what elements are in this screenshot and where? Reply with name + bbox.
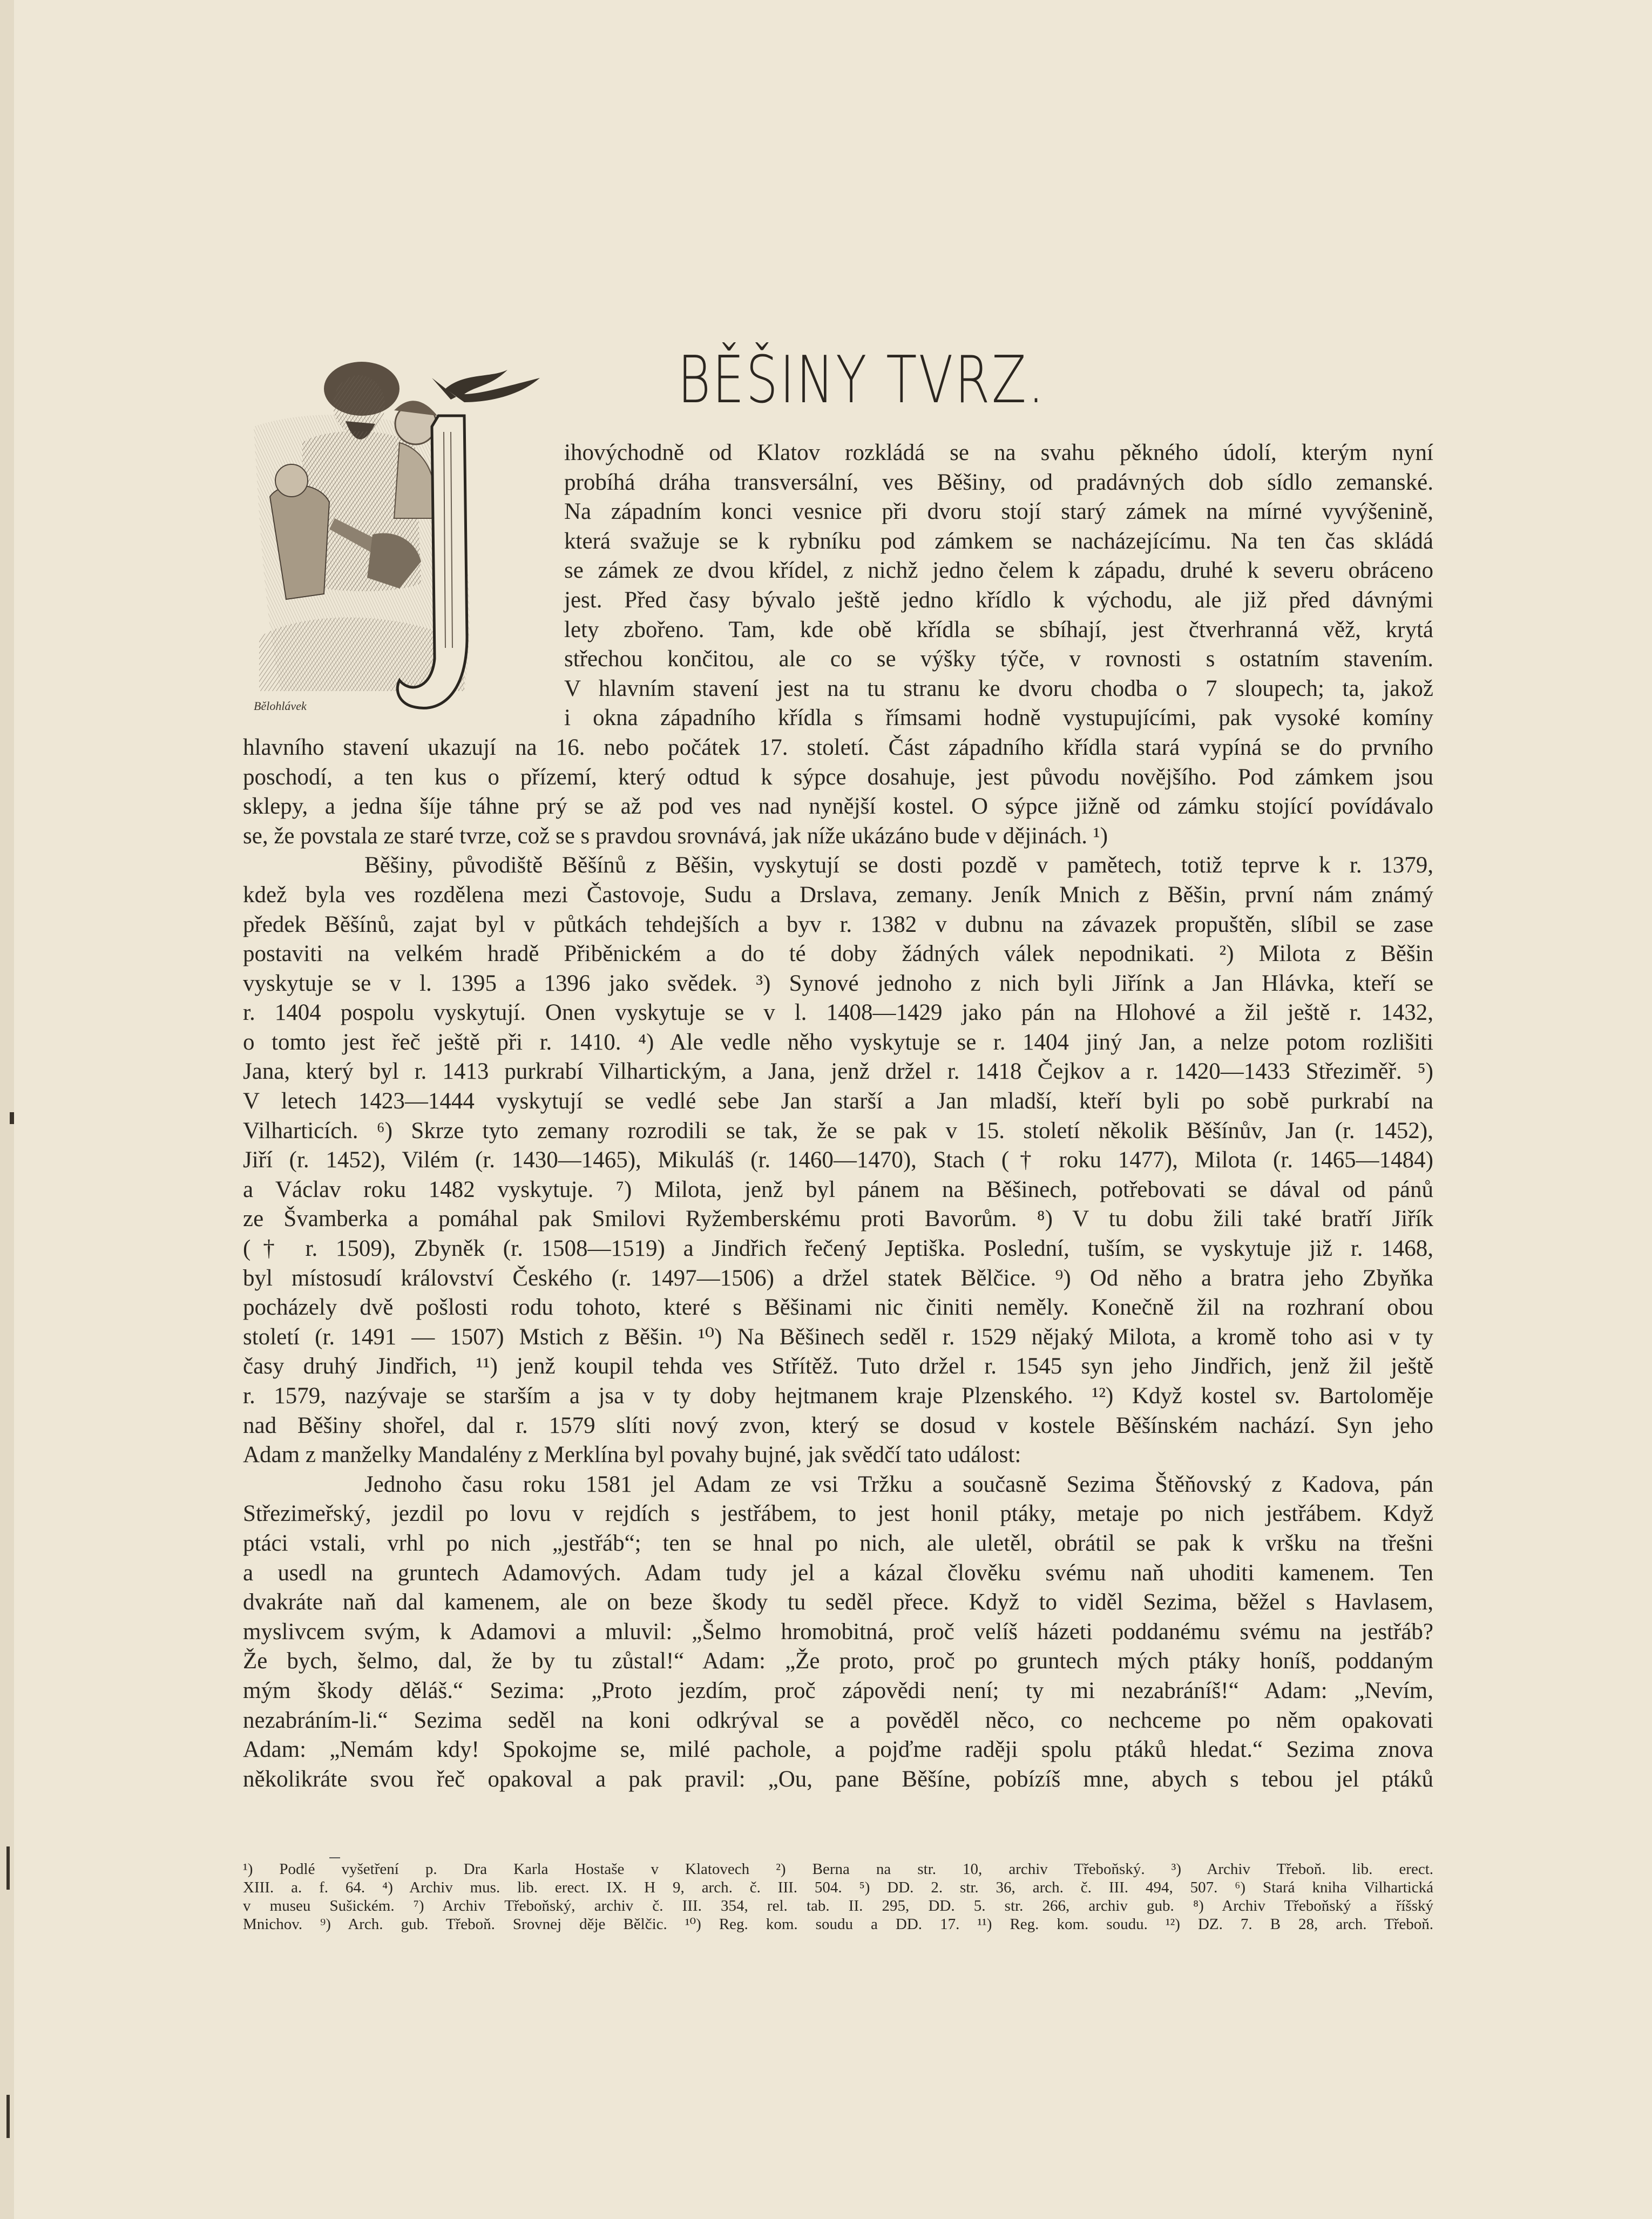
margin-mark	[10, 1112, 14, 1124]
footnotes	[243, 1860, 1433, 1933]
text-line: poschodí, a ten kus o přízemí, který odtud k sýpce dosahuje, jest původu novějšího. Pod zámkem jsou	[243, 764, 1433, 790]
footnote-line: ¹) Podlé vyšetření p. Dra Karla Hostaše v Klatovech ²) Berna na str. 10, archiv Třeboňský. ³) Archiv Třeboň. lib. erect.	[243, 1861, 1433, 1878]
text-line: hlavního stavení ukazují na 16. nebo počátek 17. století. Část západního křídla stará vypíná se do prvního	[243, 734, 1433, 760]
text-line: časy druhý Jindřich, ¹¹) jenž koupil tehda ves Střítěž. Tuto držel r. 1545 syn jeho Jindřich, jenž žil ještě	[243, 1354, 1433, 1379]
text-line: kdež byla ves rozdělena mezi Častovoje, Sudu a Drslava, zemany. Jeník Mnich z Běšin, první nám známý	[243, 882, 1433, 908]
footnote-line: XIII. a. f. 64. ⁴) Archiv mus. lib. erect. IX. H 9, arch. č. III. 504. ⁵) DD. 2. str. 36, arch. č. III. 494, 507. ⁶) Stará kniha Vilhartická	[243, 1879, 1433, 1896]
text-line: Jana, který byl r. 1413 purkrabí Vilhartickým, a Jana, jenž držel r. 1418 Čejkov a r. 1420—1433 Střeziměř. ⁵)	[243, 1059, 1433, 1085]
text-line: Jednoho času roku 1581 jel Adam ze vsi Tržku a současně Sezima Štěňovský z Kadova, pán	[364, 1471, 1433, 1497]
footnote-line: Mnichov. ⁹) Arch. gub. Třeboň. Srovnej děje Bělčic. ¹⁰) Reg. kom. soudu a DD. 17. ¹¹) Reg. kom. soudu. ¹²) DZ. 7. B 28, arch. Třeboň.	[243, 1916, 1433, 1933]
text-line: sklepy, a jedna šíje táhne prý se až pod ves nad nynější kostel. O sýpce jižně od zámku stojící povídávalo	[243, 794, 1433, 820]
footnote-divider	[329, 1857, 340, 1858]
illustrator-signature: Bělohlávek	[254, 699, 307, 713]
text-line: vyskytuje se v l. 1395 a 1396 jako svědek. ³) Synové jednoho z nich byli Jiřínk a Jan Hlávka, kteří se	[243, 970, 1433, 996]
text-line: Že bych, šelmo, dal, že by tu zůstal!“ Adam: „Že proto, proč po gruntech mých ptáky honíš, poddaným	[243, 1648, 1433, 1674]
text-line: a usedl na gruntech Adamových. Adam tudy jel a kázal člověku svému naň uhoditi kamenem. Ten	[243, 1560, 1433, 1586]
text-line: se zámek ze dvou křídel, z nichž jedno čelem k západu, druhé k severu obráceno	[564, 558, 1433, 584]
text-line: jest. Před časy bývalo ještě jedno křídlo k východu, ale již před dávnými	[564, 587, 1433, 613]
text-line: V hlavním stavení jest na tu stranu ke dvoru chodba o 7 sloupech; ta, jakož	[564, 675, 1433, 701]
text-line: myslivcem svým, k Adamovi a mluvil: „Šelmo hromobitná, proč velíš házeti poddanému svému na jestřáb?	[243, 1619, 1433, 1645]
text-line: se, že povstala ze staré tvrze, což se s pravdou srovnává, jak níže ukázáno bude v dějinách. ¹)	[243, 823, 1108, 849]
text-line: ze Švamberka a pomáhal pak Smilovi Ryžemberskému proti Bavorům. ⁸) V tu dobu žili také bratří Jiřík	[243, 1206, 1433, 1232]
text-line: Vilharticích. ⁶) Skrze tyto zemany rozrodili se tak, že se pak v 15. století několik Běšínův, Jan (r. 1452),	[243, 1118, 1433, 1144]
text-line: mým škody děláš.“ Sezima: „Proto jezdím, proč zápovědi není; ty mi nezabráníš!“ Adam: „Nevím,	[243, 1677, 1433, 1703]
page-title: BĚŠINY TVRZ.	[678, 343, 1046, 418]
margin-mark	[6, 1846, 10, 1890]
text-line: r. 1579, nazývaje se starším a jsa v ty doby hejtmanem kraje Plzenského. ¹²) Když kostel sv. Bartoloměje	[243, 1383, 1433, 1409]
text-line: nad Běšiny shořel, dal r. 1579 slíti nový zvon, který se dosud v kostele Běšínském nachází. Syn jeho	[243, 1412, 1433, 1438]
text-line: lety zbořeno. Tam, kde obě křídla se sbíhají, jest čtverhranná věž, krytá	[564, 617, 1433, 642]
margin-mark	[6, 2095, 10, 2138]
text-line: Adam: „Nemám kdy! Spokojme se, milé pachole, a pojďme raději spolu ptáků hledat.“ Sezima znova	[243, 1737, 1433, 1763]
text-line: r. 1404 pospolu vyskytují. Onen vyskytuje se v l. 1408—1429 jako pán na Hlohové a žil ještě r. 1432,	[243, 1000, 1433, 1026]
text-line: Běšiny, původiště Běšínů z Běšin, vyskytují se dosti pozdě v pamětech, totiž teprve k r. 1379,	[364, 853, 1433, 878]
text-line: střechou končitou, ale co se výšky týče, v rovnosti s ostatním stavením.	[564, 646, 1433, 672]
text-line: († r. 1509), Zbyněk (r. 1508—1519) a Jindřich řečený Jeptiška. Poslední, tuším, se vyskytuje již r. 1468,	[243, 1236, 1433, 1262]
text-line: několikráte svou řeč opakoval a pak pravil: „Ou, pane Běšíne, pobízíš mne, abych s tebou jel ptáků	[243, 1766, 1433, 1792]
text-line: století (r. 1491 — 1507) Mstich z Běšin. ¹⁰) Na Běšinech seděl r. 1529 nějaký Milota, a kromě toho asi v ty	[243, 1324, 1433, 1350]
text-line: byl místosudí království Českého (r. 1497—1506) a držel statek Bělčice. ⁹) Od něho a bratra jeho Zbyňka	[243, 1265, 1433, 1291]
text-line: ptáci vstali, vrhl po nich „jestřáb“; ten se hnal po nich, ale uletěl, obrátil se pak k vršku na třešni	[243, 1530, 1433, 1556]
body-text	[243, 438, 1433, 1794]
text-line: ihovýchodně od Klatov rozkládá se na svahu pěkného údolí, kterým nyní	[564, 440, 1433, 465]
text-line: o tomto jest řeč ještě při r. 1410. ⁴) Ale vedle něho vyskytuje se r. 1404 jiný Jan, a nelze potom rozlišiti	[243, 1029, 1433, 1055]
text-line: Jiří (r. 1452), Vilém (r. 1430—1465), Mikuláš (r. 1460—1470), Stach († roku 1477), Milota (r. 1465—1484)	[243, 1147, 1433, 1173]
text-line: probíhá dráha transversální, ves Běšiny, od pradávných dob sídlo zemanské.	[564, 469, 1433, 495]
text-line: nezabráním-li.“ Sezima seděl na koni odkrýval se a pověděl něco, co nechceme po něm opakovati	[243, 1707, 1433, 1733]
text-line: dvakráte naň dal kamenem, ale on beze škody tu seděl přece. Když to viděl Sezima, běžel s Havlasem,	[243, 1589, 1433, 1615]
text-line: a Václav roku 1482 vyskytuje. ⁷) Milota, jenž byl pánem na Běšinech, potřebovati se dával od pánů	[243, 1176, 1433, 1202]
footnote-line: v museu Sušickém. ⁷) Archiv Třeboňský, archiv č. III. 354, rel. tab. II. 295, DD. 5. str. 266, archiv gub. ⁸) Archiv Třeboňský a říšský	[243, 1897, 1433, 1914]
text-line: předek Běšínů, zajat byl v půtkách tehdejších a byv r. 1382 v dubnu na závazek propuštěn, slíbil se zase	[243, 911, 1433, 937]
text-line: pocházely dvě pošlosti rodu tohoto, které s Běšinami nic činiti neměly. Konečně žil na rozhraní obou	[243, 1295, 1433, 1321]
text-line: postaviti na velkém hradě Přiběnickém a do té doby žádných válek nepodnikati. ²) Milota z Běšin	[243, 941, 1433, 967]
text-line: Střezimeřský, jezdil po lovu v rejdích s jestřábem, to jest honil ptáky, metaje po nich jestřábem. Když	[243, 1501, 1433, 1527]
text-line: i okna západního křídla s římsami hodně vystupujícími, pak vysoké komíny	[564, 705, 1433, 731]
text-line: která svažuje se k rybníku pod zámkem se nacházejícímu. Na ten čas skládá	[564, 528, 1433, 554]
text-line: Adam z manželky Mandalény z Merklína byl povahy bujné, jak svědčí tato událost:	[243, 1442, 1021, 1468]
text-line: Na západním konci vesnice při dvoru stojí starý zámek na mírné vyvýšenině,	[564, 499, 1433, 525]
text-line: V letech 1423—1444 vyskytují se vedlé sebe Jan starší a Jan mladší, kteří byli po sobě purkrabí na	[243, 1088, 1433, 1114]
